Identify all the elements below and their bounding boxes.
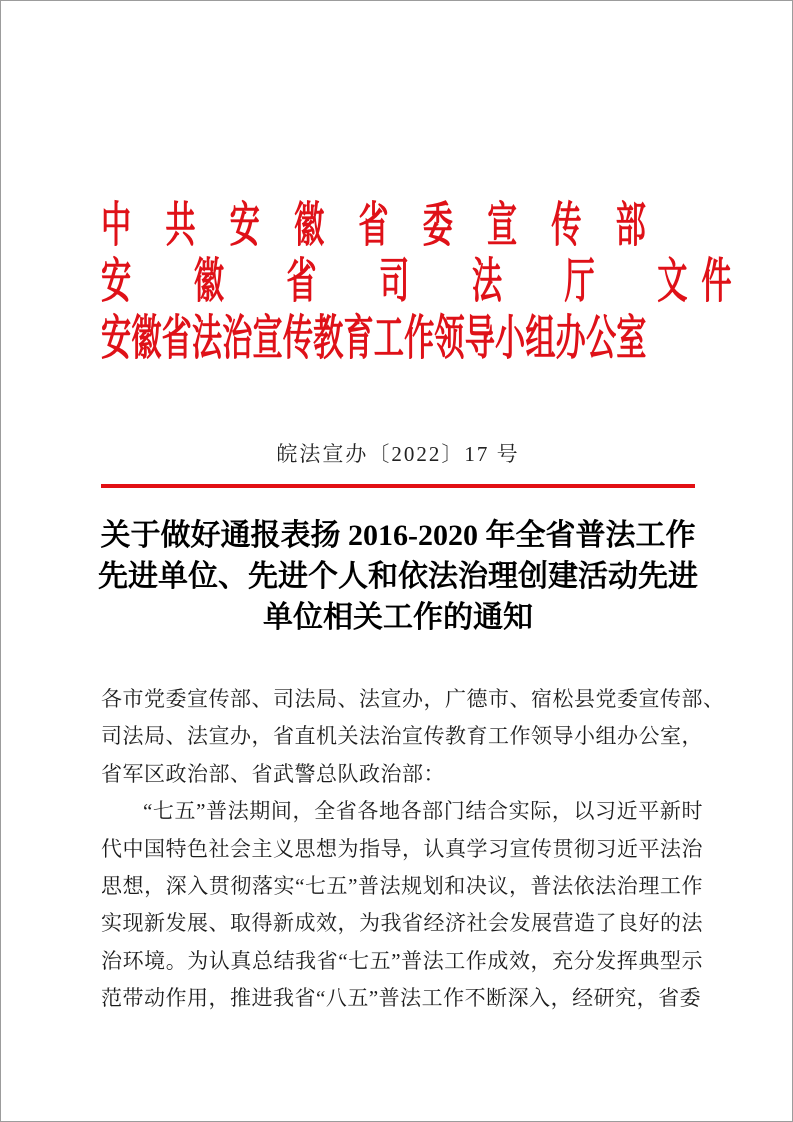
paragraph-line: 范带动作用，推进我省“八五”普法工作不断深入，经研究，省委 [101,986,702,1011]
letterhead-char: 厅 [564,255,595,308]
paragraph-line: 治环境。为认真总结我省“七五”普法工作成效，充分发挥典型示 [101,948,703,973]
letterhead-char: 育 [343,312,374,365]
letterhead-char: 部 [615,199,646,252]
letterhead-char: 件 [701,255,732,308]
letterhead-char: 徽 [193,255,224,308]
document-title-line-2: 先进单位、先进个人和依法治理创建活动先进 [98,560,698,593]
letterhead-char: 安 [229,199,260,252]
document-title [97,515,699,638]
letterhead-char: 司 [379,255,410,308]
letterhead-char: 传 [282,312,314,365]
paragraph-line: “七五”普法期间，全省各地各部门结合实际，以习近平新时 [143,799,703,824]
letterhead-char: 省 [161,312,192,365]
document-title-line-1: 关于做好通报表扬 2016-2020 年全省普法工作 [100,519,696,552]
letterhead-char: 宣 [486,199,518,252]
letterhead-char: 室 [616,312,647,365]
letterhead-char: 共 [165,199,196,252]
letterhead-char: 工 [373,312,405,365]
addressees-line: 省军区政治部、省武警总队政治部： [101,761,445,786]
paragraph-line: 实现新发展、取得新成效，为我省经济社会发展营造了良好的法 [101,911,703,936]
letterhead-char: 宣 [252,312,283,365]
document-number: 皖法宣办〔2022〕17 号 [276,442,520,466]
letterhead-char: 安 [101,312,132,365]
letterhead-char: 公 [585,312,617,365]
letterhead-char: 文 [657,255,688,308]
letterhead-char: 教 [313,312,344,365]
letterhead-char: 治 [222,312,253,365]
letterhead-char: 委 [422,199,453,252]
letterhead-char: 作 [404,312,435,365]
paragraph-line: 代中国特色社会主义思想为指导，认真学习宣传贯彻习近平法治 [101,836,703,861]
letterhead-char: 传 [551,199,582,252]
letterhead-line-3 [101,311,647,367]
letterhead-line-1 [101,198,646,254]
letterhead-char: 法 [191,312,223,365]
letterhead-char: 领 [434,312,465,365]
red-divider-line [101,484,695,488]
letterhead-char: 法 [471,255,503,308]
letterhead-char: 徽 [293,199,325,252]
letterhead-char: 安 [101,255,132,308]
letterhead-char: 中 [101,199,132,252]
addressees-line: 各市党委宣传部、司法局、法宣办，广德市、宿松县党委宣传部、 [101,687,725,711]
letterhead-char: 徽 [131,312,162,365]
document-body [101,681,725,1018]
document-title-line-3: 单位相关工作的通知 [263,601,533,634]
addressees-line: 司法局、法宣办，省直机关法治宣传教育工作领导小组办公室， [101,724,703,749]
letterhead-char: 导 [464,312,495,365]
letterhead-char: 组 [525,312,556,365]
letterhead-char: 办 [555,312,586,365]
letterhead-line-2 [101,254,732,310]
letterhead-char: 省 [286,255,317,308]
letterhead-line-2-suffix [657,254,731,310]
paragraph-line: 思想，深入贯彻落实“七五”普法规划和决议，普法依法治理工作 [101,873,703,898]
letterhead-char: 省 [358,199,389,252]
letterhead-char: 小 [495,312,526,365]
